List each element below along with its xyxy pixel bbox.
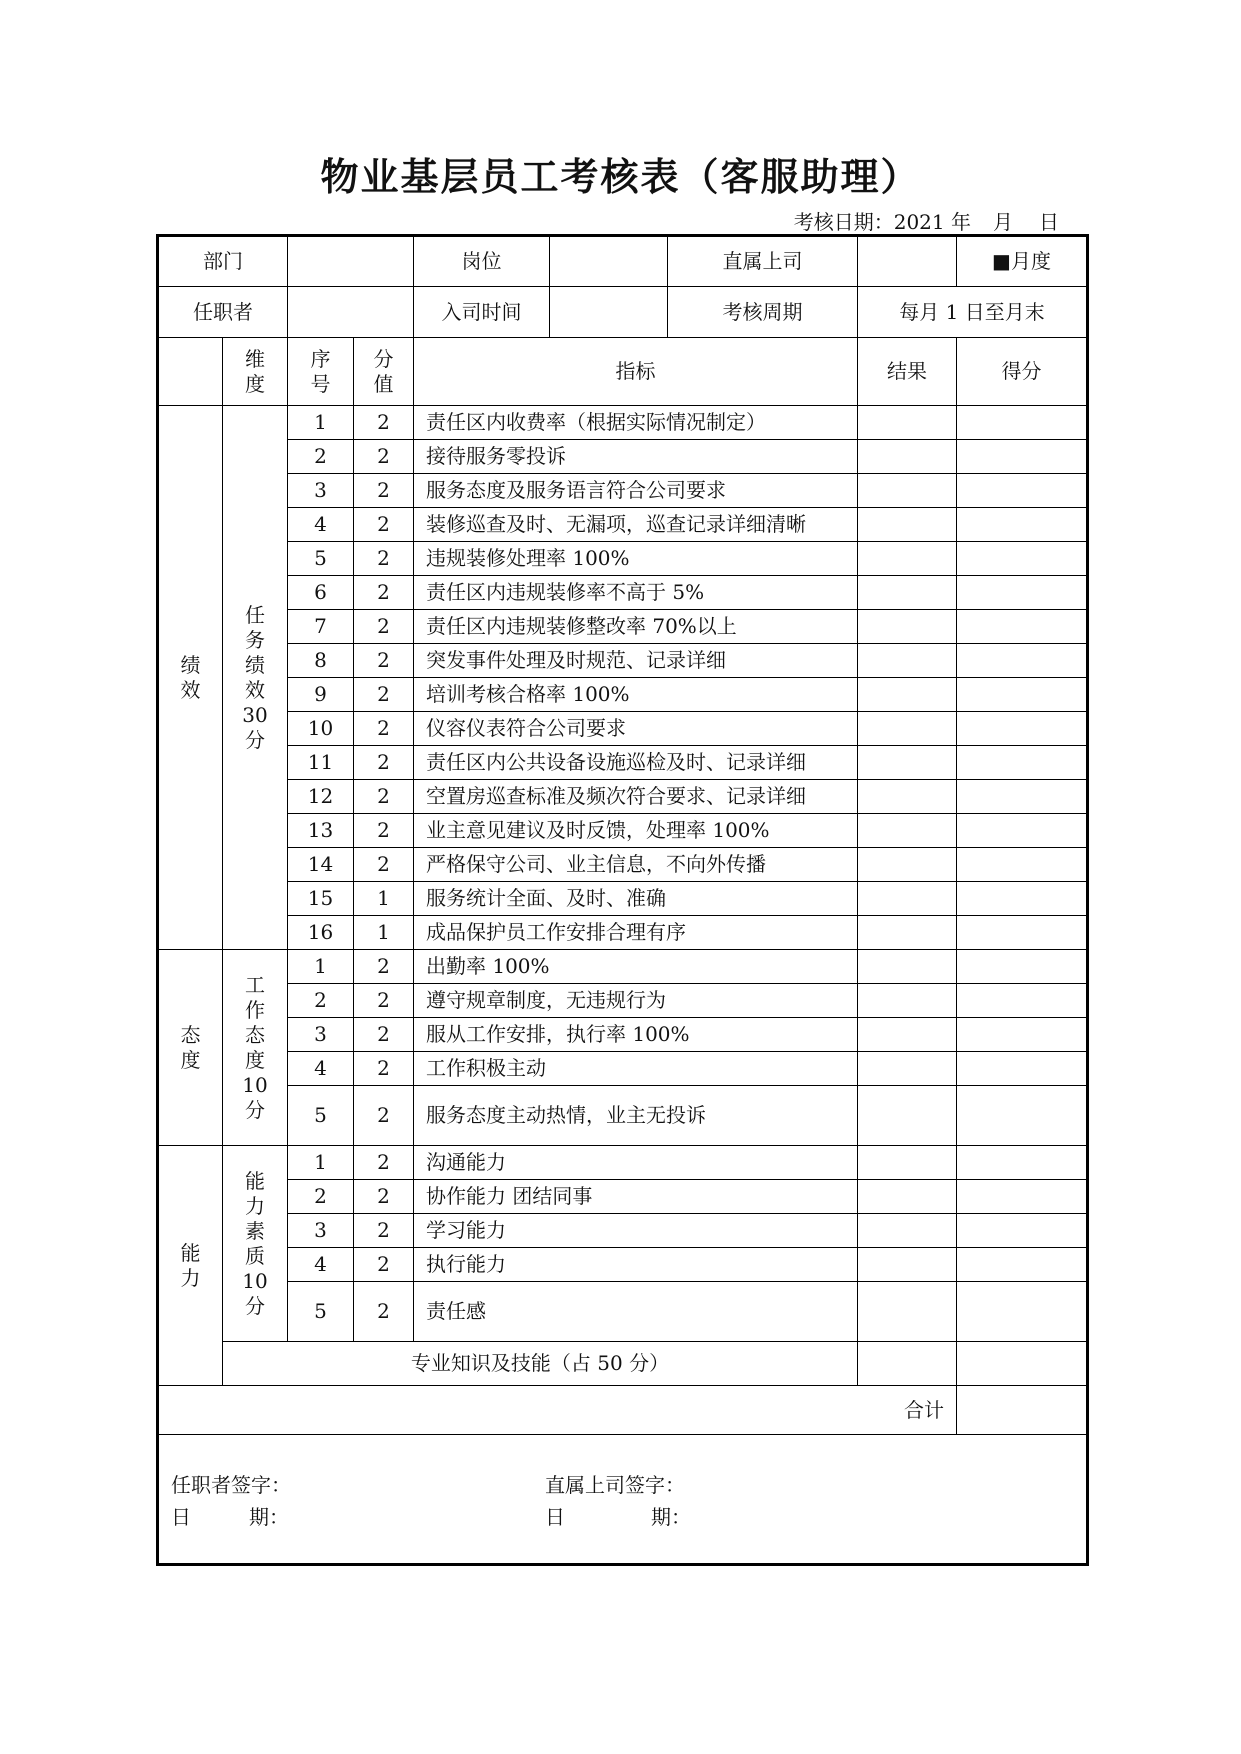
dimension-header: 维 度 <box>223 338 288 406</box>
supervisor-date-char-1: 日 <box>545 1505 565 1529</box>
table-row <box>158 950 1088 984</box>
score-cell[interactable] <box>957 1282 1088 1342</box>
supervisor-date-char-2: 期： <box>651 1505 691 1529</box>
vertical-char: 力 <box>180 1265 201 1290</box>
score-cell[interactable] <box>957 882 1088 916</box>
cycle-value: 每月 1 日至月末 <box>858 287 1088 338</box>
points-cell: 2 <box>354 984 414 1018</box>
header-row-2 <box>158 287 1088 338</box>
score-cell[interactable] <box>957 848 1088 882</box>
indicator-cell: 突发事件处理及时规范、记录详细 <box>414 644 858 678</box>
points-cell: 2 <box>354 542 414 576</box>
seq-header: 序 号 <box>288 338 354 406</box>
table-row <box>158 440 1088 474</box>
table-row <box>158 576 1088 610</box>
points-cell: 2 <box>354 1282 414 1342</box>
result-cell[interactable] <box>858 916 957 950</box>
points-cell: 2 <box>354 474 414 508</box>
points-cell: 2 <box>354 644 414 678</box>
score-cell[interactable] <box>957 984 1088 1018</box>
score-cell[interactable] <box>957 508 1088 542</box>
table-row <box>158 1018 1088 1052</box>
score-cell[interactable] <box>957 644 1088 678</box>
score-cell[interactable] <box>957 712 1088 746</box>
result-cell[interactable] <box>858 814 957 848</box>
points-cell: 2 <box>354 814 414 848</box>
result-cell[interactable] <box>858 508 957 542</box>
points-cell: 2 <box>354 406 414 440</box>
dept-label: 部门 <box>158 236 288 287</box>
table-row <box>158 882 1088 916</box>
vertical-char: 任 <box>245 602 265 627</box>
score-cell[interactable] <box>957 1342 1088 1386</box>
vertical-char: 分 <box>245 727 265 752</box>
indicator-header: 指标 <box>414 338 858 406</box>
points-cell: 2 <box>354 1086 414 1146</box>
table-row <box>158 474 1088 508</box>
score-cell[interactable] <box>957 440 1088 474</box>
score-cell[interactable] <box>957 474 1088 508</box>
table-row <box>158 1214 1088 1248</box>
points-cell: 2 <box>354 440 414 474</box>
seq-cell: 14 <box>288 848 354 882</box>
indicator-cell: 责任区内违规装修率不高于 5% <box>414 576 858 610</box>
seq-cell: 4 <box>288 1248 354 1282</box>
employee-field[interactable] <box>288 287 414 338</box>
vertical-char: 度 <box>245 1047 265 1072</box>
indicator-cell: 仪容仪表符合公司要求 <box>414 712 858 746</box>
table-row <box>158 984 1088 1018</box>
result-cell[interactable] <box>858 950 957 984</box>
seq-cell: 1 <box>288 406 354 440</box>
score-cell[interactable] <box>957 916 1088 950</box>
vertical-char: 态 <box>180 1022 201 1047</box>
cycle-label: 考核周期 <box>668 287 858 338</box>
seq-cell: 16 <box>288 916 354 950</box>
table-row <box>158 1146 1088 1180</box>
post-field[interactable] <box>550 236 668 287</box>
table-row <box>158 1248 1088 1282</box>
seq-cell: 5 <box>288 542 354 576</box>
vertical-char: 能 <box>245 1168 265 1193</box>
vertical-char: 作 <box>245 997 265 1022</box>
indicator-cell: 服务态度主动热情，业主无投诉 <box>414 1086 858 1146</box>
period-type-monthly[interactable]: ■月度 <box>957 236 1088 287</box>
indicator-cell: 培训考核合格率 100% <box>414 678 858 712</box>
table-row <box>158 406 1088 440</box>
seq-cell: 4 <box>288 508 354 542</box>
seq-cell: 6 <box>288 576 354 610</box>
seq-cell: 9 <box>288 678 354 712</box>
points-cell: 2 <box>354 780 414 814</box>
result-cell[interactable] <box>858 1282 957 1342</box>
indicator-cell: 严格保守公司、业主信息，不向外传播 <box>414 848 858 882</box>
seq-cell: 2 <box>288 1180 354 1214</box>
indicator-cell: 空置房巡查标准及频次符合要求、记录详细 <box>414 780 858 814</box>
indicator-cell: 责任感 <box>414 1282 858 1342</box>
result-cell[interactable] <box>858 1248 957 1282</box>
indicator-cell: 服务态度及服务语言符合公司要求 <box>414 474 858 508</box>
points-cell: 2 <box>354 576 414 610</box>
total-score-cell[interactable] <box>957 1386 1088 1435</box>
result-cell[interactable] <box>858 440 957 474</box>
vertical-char: 绩 <box>245 652 265 677</box>
indicator-cell: 学习能力 <box>414 1214 858 1248</box>
vertical-char: 工 <box>245 972 265 997</box>
score-cell[interactable] <box>957 950 1088 984</box>
indicator-cell: 业主意见建议及时反馈，处理率 100% <box>414 814 858 848</box>
result-cell[interactable] <box>858 712 957 746</box>
total-label: 合计 <box>158 1386 957 1435</box>
employee-sign-label: 任职者签字： <box>171 1473 291 1497</box>
points-cell: 2 <box>354 1052 414 1086</box>
seq-cell: 1 <box>288 1146 354 1180</box>
performance-category <box>158 406 223 950</box>
post-label: 岗位 <box>414 236 550 287</box>
seq-cell: 11 <box>288 746 354 780</box>
hire-date-field[interactable] <box>550 287 668 338</box>
seq-cell: 5 <box>288 1086 354 1146</box>
table-row <box>158 814 1088 848</box>
supervisor-signature[interactable] <box>545 1469 691 1533</box>
points-cell: 1 <box>354 882 414 916</box>
vertical-char: 分 <box>245 1097 265 1122</box>
attitude-dimension <box>223 950 288 1146</box>
seq-cell: 7 <box>288 610 354 644</box>
employee-signature[interactable] <box>171 1469 291 1533</box>
indicator-cell: 沟通能力 <box>414 1146 858 1180</box>
vertical-char: 务 <box>245 627 265 652</box>
category-header-blank <box>158 338 223 406</box>
result-cell[interactable] <box>858 1342 957 1386</box>
result-cell[interactable] <box>858 644 957 678</box>
ability-dimension <box>223 1146 288 1342</box>
supervisor-label: 直属上司 <box>668 236 858 287</box>
indicator-cell: 执行能力 <box>414 1248 858 1282</box>
score-cell[interactable] <box>957 678 1088 712</box>
result-cell[interactable] <box>858 746 957 780</box>
ability-category <box>158 1146 223 1386</box>
points-cell: 2 <box>354 1018 414 1052</box>
indicator-cell: 责任区内违规装修整改率 70%以上 <box>414 610 858 644</box>
result-cell[interactable] <box>858 780 957 814</box>
vertical-char: 度 <box>180 1047 201 1072</box>
seq-cell: 5 <box>288 1282 354 1342</box>
table-row <box>158 1180 1088 1214</box>
points-cell: 2 <box>354 848 414 882</box>
score-cell[interactable] <box>957 542 1088 576</box>
assessment-table <box>156 234 1089 1566</box>
score-cell[interactable] <box>957 780 1088 814</box>
table-row <box>158 610 1088 644</box>
employee-label: 任职者 <box>158 287 288 338</box>
seq-cell: 2 <box>288 440 354 474</box>
points-cell: 2 <box>354 508 414 542</box>
score-cell[interactable] <box>957 1086 1088 1146</box>
vertical-char: 分 <box>245 1293 265 1318</box>
supervisor-sign-label: 直属上司签字： <box>545 1473 685 1497</box>
seq-cell: 1 <box>288 950 354 984</box>
table-row <box>158 542 1088 576</box>
score-cell[interactable] <box>957 610 1088 644</box>
table-row <box>158 1086 1088 1146</box>
result-cell[interactable] <box>858 678 957 712</box>
performance-dimension <box>223 406 288 950</box>
vertical-char: 10 <box>242 1072 268 1097</box>
seq-cell: 4 <box>288 1052 354 1086</box>
result-cell[interactable] <box>858 474 957 508</box>
points-header: 分 值 <box>354 338 414 406</box>
seq-cell: 3 <box>288 474 354 508</box>
indicator-cell: 遵守规章制度，无违规行为 <box>414 984 858 1018</box>
points-cell: 2 <box>354 1146 414 1180</box>
indicator-cell: 违规装修处理率 100% <box>414 542 858 576</box>
result-header: 结果 <box>858 338 957 406</box>
assessment-date <box>794 206 1059 235</box>
points-cell: 1 <box>354 916 414 950</box>
indicator-cell: 工作积极主动 <box>414 1052 858 1086</box>
table-row <box>158 916 1088 950</box>
result-cell[interactable] <box>858 1052 957 1086</box>
result-cell[interactable] <box>858 576 957 610</box>
score-cell[interactable] <box>957 1146 1088 1180</box>
employee-date-char-1: 日 <box>171 1505 191 1529</box>
header-row-1 <box>158 236 1088 287</box>
table-row <box>158 1052 1088 1086</box>
seq-cell: 10 <box>288 712 354 746</box>
vertical-char: 质 <box>245 1243 265 1268</box>
indicator-cell: 服从工作安排，执行率 100% <box>414 1018 858 1052</box>
indicator-cell: 出勤率 100% <box>414 950 858 984</box>
total-row <box>158 1386 1088 1435</box>
table-row <box>158 678 1088 712</box>
score-cell[interactable] <box>957 1214 1088 1248</box>
employee-date-char-2: 期： <box>249 1505 289 1529</box>
supervisor-field[interactable] <box>858 236 957 287</box>
vertical-char: 效 <box>245 677 265 702</box>
seq-cell: 13 <box>288 814 354 848</box>
points-cell: 2 <box>354 950 414 984</box>
vertical-char: 绩 <box>180 652 201 677</box>
table-row <box>158 746 1088 780</box>
result-cell[interactable] <box>858 610 957 644</box>
indicator-cell: 装修巡查及时、无漏项，巡查记录详细清晰 <box>414 508 858 542</box>
table-row <box>158 780 1088 814</box>
result-cell[interactable] <box>858 1214 957 1248</box>
result-cell[interactable] <box>858 1180 957 1214</box>
seq-cell: 3 <box>288 1018 354 1052</box>
seq-cell: 8 <box>288 644 354 678</box>
result-cell[interactable] <box>858 1146 957 1180</box>
score-cell[interactable] <box>957 1018 1088 1052</box>
score-cell[interactable] <box>957 746 1088 780</box>
points-cell: 2 <box>354 1180 414 1214</box>
vertical-char: 效 <box>180 677 201 702</box>
signature-row <box>158 1435 1088 1565</box>
result-cell[interactable] <box>858 984 957 1018</box>
indicator-cell: 服务统计全面、及时、准确 <box>414 882 858 916</box>
result-cell[interactable] <box>858 542 957 576</box>
seq-cell: 15 <box>288 882 354 916</box>
table-row <box>158 848 1088 882</box>
professional-skills-label: 专业知识及技能（占 50 分） <box>223 1342 858 1386</box>
indicator-cell: 成品保护员工作安排合理有序 <box>414 916 858 950</box>
score-cell[interactable] <box>957 1180 1088 1214</box>
seq-cell: 3 <box>288 1214 354 1248</box>
seq-cell: 12 <box>288 780 354 814</box>
table-row <box>158 1282 1088 1342</box>
dept-field[interactable] <box>288 236 414 287</box>
signature-area <box>158 1435 1088 1565</box>
points-cell: 2 <box>354 1248 414 1282</box>
column-header-row <box>158 338 1088 406</box>
vertical-char: 素 <box>245 1218 265 1243</box>
indicator-cell: 责任区内公共设备设施巡检及时、记录详细 <box>414 746 858 780</box>
result-cell[interactable] <box>858 1086 957 1146</box>
assessment-date-day: 日 <box>1039 210 1059 234</box>
points-cell: 2 <box>354 746 414 780</box>
indicator-cell: 协作能力 团结同事 <box>414 1180 858 1214</box>
assessment-date-month: 月 <box>993 210 1013 234</box>
score-cell[interactable] <box>957 1248 1088 1282</box>
assessment-date-year: 2021 年 <box>893 210 971 234</box>
result-cell[interactable] <box>858 406 957 440</box>
vertical-char: 10 <box>242 1268 268 1293</box>
table-row <box>158 644 1088 678</box>
points-cell: 2 <box>354 712 414 746</box>
hire-date-label: 入司时间 <box>414 287 550 338</box>
form-title: 物业基层员工考核表（客服助理） <box>320 154 921 199</box>
professional-row <box>158 1342 1088 1386</box>
score-cell[interactable] <box>957 576 1088 610</box>
table-row <box>158 712 1088 746</box>
points-cell: 2 <box>354 610 414 644</box>
score-header: 得分 <box>957 338 1088 406</box>
vertical-char: 能 <box>180 1240 201 1265</box>
vertical-char: 30 <box>242 702 268 727</box>
result-cell[interactable] <box>858 848 957 882</box>
vertical-char: 态 <box>245 1022 265 1047</box>
result-cell[interactable] <box>858 1018 957 1052</box>
points-cell: 2 <box>354 678 414 712</box>
score-cell[interactable] <box>957 1052 1088 1086</box>
attitude-category <box>158 950 223 1146</box>
indicator-cell: 接待服务零投诉 <box>414 440 858 474</box>
points-cell: 2 <box>354 1214 414 1248</box>
score-cell[interactable] <box>957 814 1088 848</box>
table-row <box>158 508 1088 542</box>
assessment-date-label: 考核日期： <box>793 210 894 234</box>
vertical-char: 力 <box>245 1193 265 1218</box>
indicator-cell: 责任区内收费率（根据实际情况制定） <box>414 406 858 440</box>
seq-cell: 2 <box>288 984 354 1018</box>
score-cell[interactable] <box>957 406 1088 440</box>
result-cell[interactable] <box>858 882 957 916</box>
